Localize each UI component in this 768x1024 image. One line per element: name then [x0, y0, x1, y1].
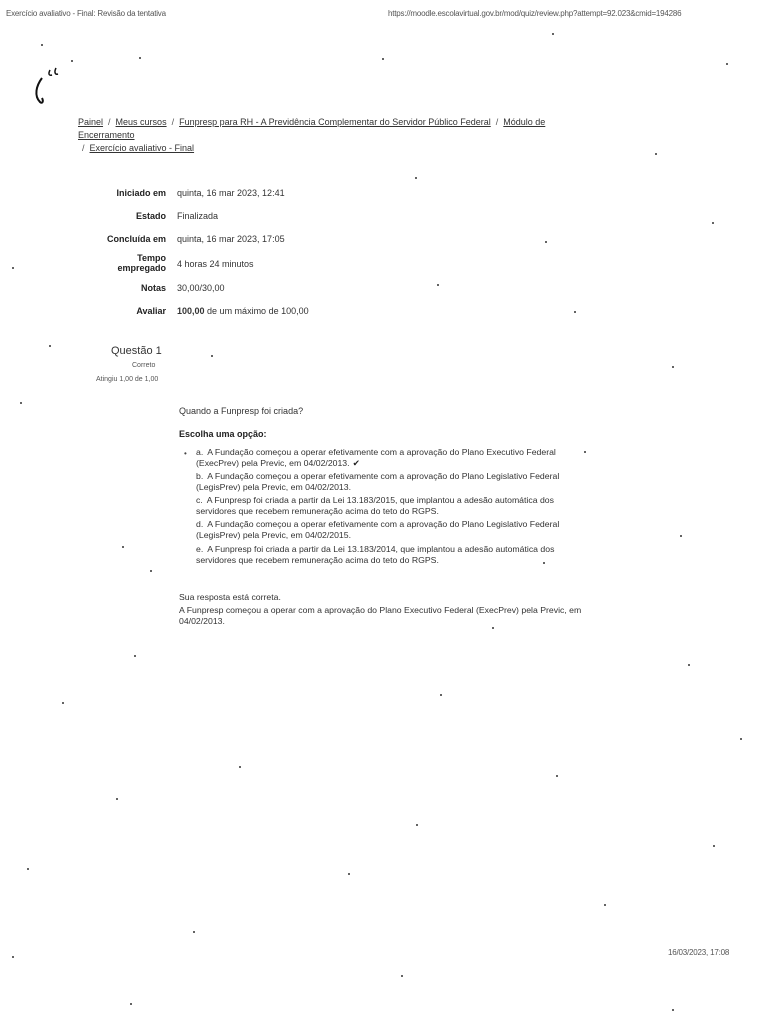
option-text: A Fundação começou a operar efetivamente com a aprovação do Plano Legislativo Federal (LegisPrev) pela Previc, em 04/02/2015.	[196, 519, 560, 540]
noise-dot	[574, 311, 576, 313]
noise-dot	[713, 845, 715, 847]
option-text: A Fundação começou a operar efetivamente com a aprovação do Plano Legislativo Federal (LegisPrev) pela Previc, em 04/02/2013.	[196, 471, 560, 492]
started-value: quinta, 16 mar 2023, 12:41	[177, 188, 285, 198]
noise-dot	[726, 63, 728, 65]
handwritten-mark	[32, 66, 66, 108]
noise-dot	[740, 738, 742, 740]
noise-dot	[150, 570, 152, 572]
noise-dot	[12, 267, 14, 269]
marks-label: Notas	[140, 283, 166, 293]
option-label: d.	[196, 519, 204, 529]
option-a-radio[interactable]: •	[184, 449, 187, 458]
noise-dot	[416, 824, 418, 826]
time-value: 4 horas 24 minutos	[177, 259, 254, 269]
started-label: Iniciado em	[116, 188, 166, 198]
option-label: c.	[196, 495, 203, 505]
option-e[interactable]	[196, 544, 596, 565]
breadcrumb-item-meus-cursos[interactable]: Meus cursos	[115, 117, 167, 127]
noise-dot	[672, 1009, 674, 1011]
option-label: a.	[196, 447, 204, 457]
noise-dot	[604, 904, 606, 906]
noise-dot	[20, 402, 22, 404]
correct-check-icon: ✔	[352, 457, 360, 468]
completed-label: Concluída em	[106, 234, 166, 244]
completed-value: quinta, 16 mar 2023, 17:05	[177, 234, 285, 244]
question-prompt: Escolha uma opção:	[179, 429, 267, 439]
noise-dot	[437, 284, 439, 286]
noise-dot	[552, 33, 554, 35]
option-text: A Fundação começou a operar efetivamente com a aprovação do Plano Executivo Federal (ExecPrev) pela Previc, em 04/02/2013.	[196, 447, 556, 468]
noise-dot	[401, 975, 403, 977]
noise-dot	[415, 177, 417, 179]
noise-dot	[193, 931, 195, 933]
print-footer-timestamp: 16/03/2023, 17:08	[668, 948, 730, 957]
noise-dot	[49, 345, 51, 347]
question-text: Quando a Funpresp foi criada?	[179, 406, 304, 416]
breadcrumb-item-exercicio[interactable]: Exercício avaliativo - Final	[89, 143, 195, 153]
noise-dot	[680, 535, 682, 537]
noise-dot	[712, 222, 714, 224]
noise-dot	[239, 766, 241, 768]
breadcrumb-separator: /	[108, 117, 111, 127]
breadcrumb	[78, 116, 598, 155]
marks-value: 30,00/30,00	[177, 283, 225, 293]
noise-dot	[688, 664, 690, 666]
noise-dot	[348, 873, 350, 875]
state-label: Estado	[135, 211, 166, 221]
noise-dot	[130, 1003, 132, 1005]
noise-dot	[139, 57, 141, 59]
grade-value	[177, 306, 309, 316]
grade-value-rest: de um máximo de 100,00	[207, 306, 309, 316]
breadcrumb-separator: /	[82, 143, 85, 153]
print-header-title: Exercício avaliativo - Final: Revisão da tentativa	[6, 9, 166, 18]
option-c[interactable]	[196, 495, 596, 516]
noise-dot	[12, 956, 14, 958]
feedback-detail: A Funpresp começou a operar com a aprovação do Plano Executivo Federal (ExecPrev) pela Previc, em 04/02/2013.	[179, 605, 582, 626]
noise-dot	[211, 355, 213, 357]
noise-dot	[122, 546, 124, 548]
noise-dot	[584, 451, 586, 453]
option-b[interactable]	[196, 471, 596, 492]
breadcrumb-item-modulo[interactable]: Módulo de Encerramento	[78, 117, 546, 140]
time-label-text: Tempo empregado	[117, 253, 166, 273]
noise-dot	[556, 775, 558, 777]
noise-dot	[382, 58, 384, 60]
option-text: A Funpresp foi criada a partir da Lei 13.183/2014, que implantou a adesão automática dos servidores que recebem remuneração acima do teto do RGPS.	[196, 544, 555, 565]
option-a[interactable]	[196, 447, 596, 468]
noise-dot	[71, 60, 73, 62]
breadcrumb-item-painel[interactable]: Painel	[78, 117, 104, 127]
grade-label: Avaliar	[136, 306, 166, 316]
option-label: e.	[196, 544, 204, 554]
noise-dot	[440, 694, 442, 696]
feedback-status: Sua resposta está correta.	[179, 592, 281, 602]
noise-dot	[672, 366, 674, 368]
noise-dot	[41, 44, 43, 46]
question-title: Questão 1	[111, 345, 162, 357]
breadcrumb-separator: /	[171, 117, 175, 127]
noise-dot	[543, 562, 545, 564]
time-label	[60, 253, 166, 273]
question-status: Correto	[132, 362, 156, 369]
question-score: Atingiu 1,00 de 1,00	[96, 376, 159, 383]
option-text: A Funpresp foi criada a partir da Lei 13.183/2015, que implantou a adesão automática dos servidores que recebem remuneração acima do teto do RGPS.	[196, 495, 554, 516]
option-d[interactable]	[196, 519, 596, 540]
noise-dot	[27, 868, 29, 870]
noise-dot	[134, 655, 136, 657]
print-header-url: https://moodle.escolavirtual.gov.br/mod/quiz/review.php?attempt=92.023&cmid=194286	[388, 9, 682, 18]
option-label: b.	[196, 471, 204, 481]
noise-dot	[545, 241, 547, 243]
breadcrumb-separator: /	[495, 117, 499, 127]
breadcrumb-item-curso[interactable]: Funpresp para RH - A Previdência Complementar do Servidor Público Federal	[179, 117, 491, 127]
noise-dot	[116, 798, 118, 800]
state-value: Finalizada	[177, 211, 219, 221]
noise-dot	[62, 702, 64, 704]
grade-value-bold: 100,00	[177, 306, 205, 316]
noise-dot	[492, 627, 494, 629]
noise-dot	[655, 153, 657, 155]
